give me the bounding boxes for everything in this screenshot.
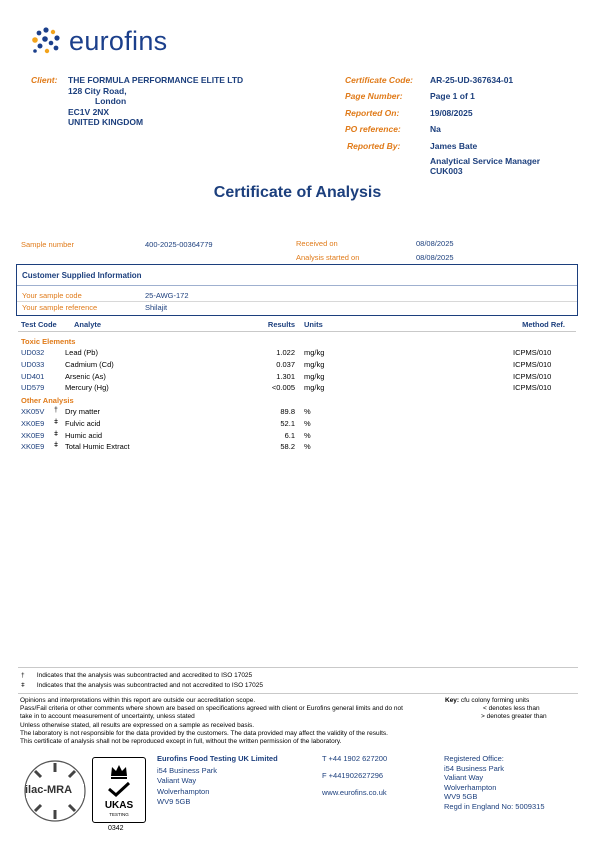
- key-line: > denotes greater than: [481, 713, 547, 721]
- row-result: 52.1: [280, 419, 295, 428]
- client-line: 128 City Road,: [68, 85, 127, 96]
- certificate-code: AR-25-UD-367634-01: [430, 75, 514, 85]
- table-row: [0, 407, 595, 418]
- header-method: Method Ref.: [522, 320, 565, 329]
- client-line: THE FORMULA PERFORMANCE ELITE LTD: [68, 75, 244, 85]
- lab-address: [157, 754, 278, 808]
- certificate-code-label: Certificate Code:: [345, 75, 414, 85]
- customer-info-title: Customer Supplied Information: [22, 271, 142, 280]
- ukas-logo: [92, 757, 146, 823]
- header-test-code: Test Code: [21, 320, 57, 329]
- client-line: London: [95, 96, 127, 106]
- reported-by-code: CUK003: [430, 166, 463, 176]
- crown-icon: [109, 762, 129, 780]
- row-unit: mg/kg: [304, 372, 325, 381]
- row-unit: %: [304, 431, 311, 440]
- eurofins-logo-icon: [31, 26, 63, 56]
- row-code: UD579: [21, 383, 45, 392]
- row-analyte: Mercury (Hg): [65, 383, 109, 392]
- row-result: 0.037: [276, 360, 295, 369]
- lab-name: Eurofins Food Testing UK Limited: [157, 754, 278, 763]
- client-label: Client:: [31, 75, 58, 85]
- row-result: 6.1: [284, 431, 295, 440]
- table-row: [0, 360, 595, 371]
- row-code: UD033: [21, 360, 45, 369]
- footnote-ddagger: [21, 682, 263, 689]
- page-number-label: Page Number:: [345, 91, 403, 101]
- table-row: [0, 372, 595, 383]
- received-date: 08/08/2025: [416, 239, 454, 248]
- client-line: EC1V 2NX: [68, 106, 110, 117]
- analysis-started-date: 08/08/2025: [416, 253, 454, 262]
- row-unit: %: [304, 442, 311, 451]
- reported-by: [430, 141, 540, 177]
- row-method: ICPMS/010: [513, 383, 552, 392]
- row-unit: %: [304, 407, 311, 416]
- registered-office: [444, 754, 545, 812]
- header-results: Results: [267, 320, 295, 329]
- row-analyte: Dry matter: [65, 407, 101, 416]
- row-mark: ǂ: [54, 431, 59, 438]
- key-legend: [445, 697, 547, 722]
- lab-address-line: i54 Business Park: [157, 765, 218, 775]
- row-mark: ǂ: [54, 419, 59, 426]
- client-address: [68, 75, 243, 128]
- row-unit: mg/kg: [304, 360, 325, 369]
- sample-reference: Shilajit: [145, 303, 168, 312]
- lab-address-line: WV9 5GB: [157, 797, 191, 806]
- row-code: UD032: [21, 348, 45, 357]
- ilac-text: ilac-MRA: [25, 784, 73, 796]
- row-method: ICPMS/010: [513, 360, 552, 369]
- row-result: 89.8: [280, 407, 295, 416]
- section-title-other: Other Analysis: [21, 396, 74, 405]
- tick-icon: [106, 781, 132, 797]
- row-analyte: Total Humic Extract: [65, 442, 130, 451]
- disclaimer-line: take in to account measurement of uncertainty, unless stated: [20, 713, 195, 721]
- po-reference: Na: [430, 124, 441, 134]
- analysis-started-label: Analysis started on: [296, 253, 360, 262]
- sample-number-label: Sample number: [21, 240, 74, 249]
- registered-line: i54 Business Park: [444, 763, 505, 773]
- registered-line: Regd in England No: 5009315: [444, 801, 545, 811]
- ilac-mra-logo: [22, 758, 88, 824]
- row-code: UD401: [21, 372, 45, 381]
- disclaimer-line: Pass/Fail criteria or other comments where shown are based on specifications agreed with client or Eurofins general limits and do not: [20, 705, 403, 713]
- lab-phone: T +44 1902 627200: [322, 754, 388, 763]
- header-analyte: Analyte: [74, 320, 102, 329]
- row-analyte: Arsenic (As): [65, 372, 106, 381]
- client-line: UNITED KINGDOM: [68, 117, 144, 127]
- reported-by-label: Reported By:: [347, 141, 401, 151]
- table-row: [0, 383, 595, 394]
- row-analyte: Cadmium (Cd): [65, 360, 114, 369]
- ukas-sub: TESTING: [109, 812, 129, 817]
- disclaimer: [20, 697, 403, 746]
- lab-contact: [322, 754, 387, 797]
- row-mark: †: [54, 407, 58, 414]
- header-units: Units: [304, 320, 323, 329]
- row-code: XK0E9: [21, 419, 45, 428]
- sample-code: 25-AWG-172: [145, 291, 189, 300]
- eurofins-logo: [31, 26, 191, 58]
- row-code: XK0E9: [21, 442, 45, 451]
- row-analyte: Lead (Pb): [65, 348, 98, 357]
- ddagger-symbol: ǂ: [21, 682, 25, 689]
- row-method: ICPMS/010: [513, 372, 552, 381]
- disclaimer-line: This certificate of analysis shall not be reproduced except in full, without the written permission of the laboratory.: [20, 738, 342, 746]
- registered-label: Registered Office:: [444, 754, 504, 763]
- ukas-number: 0342: [108, 825, 124, 832]
- page-title: Certificate of Analysis: [213, 184, 382, 201]
- table-row: [0, 348, 595, 359]
- key-line: cfu colony forming units: [460, 697, 530, 704]
- registered-line: Wolverhampton: [444, 782, 497, 792]
- dagger-symbol: †: [21, 672, 25, 679]
- key-label: Key:: [445, 697, 460, 704]
- section-title-toxic: Toxic Elements: [21, 337, 76, 346]
- row-result: 58.2: [280, 442, 295, 451]
- table-row: [0, 419, 595, 430]
- reported-on: 19/08/2025: [430, 108, 473, 118]
- footnote-dagger: [21, 672, 252, 679]
- sample-reference-label: Your sample reference: [22, 303, 98, 312]
- row-unit: mg/kg: [304, 348, 325, 357]
- po-reference-label: PO reference:: [345, 124, 401, 134]
- page-number: Page 1 of 1: [430, 91, 475, 101]
- row-analyte: Humic acid: [65, 431, 103, 440]
- row-result: 1.301: [276, 372, 295, 381]
- ddagger-text: Indicates that the analysis was subcontracted and not accredited to ISO 17025: [36, 682, 264, 689]
- ukas-text: UKAS: [104, 800, 134, 811]
- sample-code-label: Your sample code: [22, 291, 82, 300]
- dagger-text: Indicates that the analysis was subcontracted and accredited to ISO 17025: [36, 672, 253, 679]
- row-unit: mg/kg: [304, 383, 325, 392]
- lab-website[interactable]: www.eurofins.co.uk: [322, 788, 387, 797]
- lab-address-line: Wolverhampton: [157, 786, 210, 796]
- row-method: ICPMS/010: [513, 348, 552, 357]
- received-label: Received on: [296, 239, 338, 248]
- disclaimer-line: Unless otherwise stated, all results are expressed on a sample as received basis.: [20, 721, 255, 729]
- registered-line: WV9 5GB: [444, 792, 478, 802]
- key-line: < denotes less than: [483, 705, 540, 713]
- reported-on-label: Reported On:: [345, 108, 400, 118]
- row-analyte: Fulvic acid: [65, 419, 101, 428]
- table-header: [0, 320, 595, 331]
- table-row: [0, 431, 595, 442]
- lab-fax: F +441902627296: [322, 771, 384, 780]
- disclaimer-line: Opinions and interpretations within this report are outside our accreditation scope.: [20, 697, 256, 704]
- table-row: [0, 442, 595, 453]
- reported-by-role: Analytical Service Manager: [430, 155, 541, 166]
- lab-address-line: Valiant Way: [157, 776, 197, 785]
- brand-name: eurofins: [69, 26, 168, 56]
- customer-info-box: [16, 264, 578, 316]
- row-mark: ǂ: [54, 442, 59, 449]
- row-result: <0.005: [271, 383, 295, 392]
- sample-number: 400-2025-00364779: [145, 240, 213, 249]
- row-result: 1.022: [276, 348, 295, 357]
- row-unit: %: [304, 419, 311, 428]
- registered-line: Valiant Way: [444, 773, 484, 783]
- reported-by-name: James Bate: [430, 141, 478, 151]
- row-code: XK05V: [21, 407, 45, 416]
- disclaimer-line: The laboratory is not responsible for the data provided by the customers. The data provided may affect the validity of the results.: [20, 729, 388, 737]
- row-code: XK0E9: [21, 431, 45, 440]
